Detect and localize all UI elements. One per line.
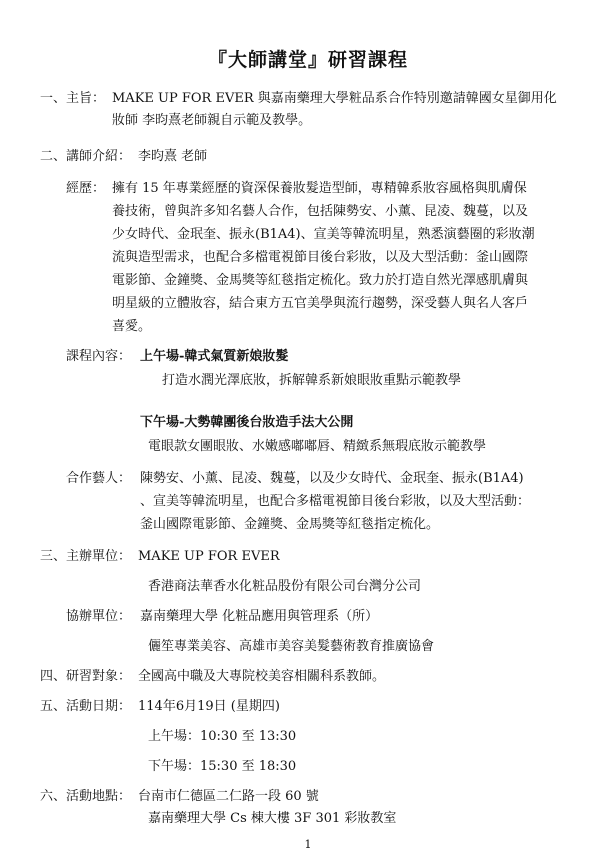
event-room: 嘉南藥理大學 Cs 棟大樓 3F 301 彩妝教室 (148, 811, 397, 826)
lecturer-name: 李昀熹 老師 (138, 149, 208, 164)
artists-line: 、宣美等韓流明星，也配合多檔電視節目後台彩妝，以及大型活動： (140, 494, 531, 509)
resume-line: 流與造型需求，也配合多檔電視節目後台彩妝，以及大型活動：釜山國際 (112, 250, 529, 265)
afternoon-time: 下午場：15:30 至 18:30 (148, 759, 297, 774)
sec6-label: 六、活動地點： (40, 789, 132, 804)
co-organizer-1: 嘉南藥理大學 化粧品應用與管理系（所） (140, 609, 379, 624)
morning-session-title: 上午場-韓式氣質新娘妝髮 (140, 349, 289, 364)
sec4-label: 四、研習對象： (40, 669, 132, 684)
artists-label: 合作藝人： (66, 471, 132, 486)
morning-session-desc: 打造水潤光澤底妝，拆解韓系新娘眼妝重點示範教學 (162, 373, 462, 388)
audience: 全國高中職及大專院校美容相關科系教師。 (138, 669, 386, 684)
page-title: 『大師講堂』研習課程 (207, 49, 408, 71)
sec3-label: 三、主辦單位： (40, 549, 132, 564)
event-date: 114年6月19日 (星期四) (138, 699, 280, 714)
sec5-label: 五、活動日期： (40, 699, 132, 714)
resume-line: 養技術，曾與許多知名藝人合作，包括陳勢安、小薰、昆凌、魏蔓，以及 (112, 204, 529, 219)
organizer-company: 香港商法華香水化粧品股份有限公司台灣分公司 (148, 579, 422, 594)
resume-line: 喜愛。 (112, 319, 152, 334)
morning-time: 上午場：10:30 至 13:30 (148, 729, 297, 744)
resume-label: 經歷： (66, 181, 106, 196)
resume-line: 明星級的立體妝容，結合東方五官美學與流行趨勢，深受藝人與名人客戶 (112, 296, 529, 311)
sec1-line1: MAKE UP FOR EVER 與嘉南藥理大學粧品系合作特別邀請韓國女星御用化 (112, 91, 557, 106)
organizer: MAKE UP FOR EVER (138, 549, 280, 564)
course-label: 課程內容： (66, 349, 132, 364)
sec1-label: 一、主旨： (40, 91, 106, 106)
artists-line: 陳勢安、小薰、昆凌、魏蔓，以及少女時代、金珉奎、振永(B1A4) (140, 471, 524, 486)
resume-line: 少女時代、金珉奎、振永(B1A4)、宣美等韓流明星，熟悉演藝圈的彩妝潮 (112, 227, 535, 242)
co-organizer-2: 儷笙專業美容、高雄市美容美髮藝術教育推廣協會 (148, 639, 435, 654)
sec2-label: 二、講師介紹： (40, 149, 132, 164)
afternoon-session-desc: 電眼款女團眼妝、水嫩感嘟嘟唇、精緻系無瑕底妝示範教學 (148, 439, 487, 454)
resume-line: 電影節、金鐘獎、金馬獎等紅毯指定梳化。致力於打造自然光澤感肌膚與 (112, 273, 529, 288)
page-number: 1 (304, 838, 312, 851)
event-address: 台南市仁德區二仁路一段 60 號 (138, 789, 319, 804)
sec1-line2: 妝師 李昀熹老師親自示範及教學。 (112, 113, 312, 128)
co-organizer-label: 協辦單位： (66, 609, 132, 624)
artists-line: 釜山國際電影節、金鐘獎、金馬獎等紅毯指定梳化。 (140, 517, 440, 532)
resume-line: 擁有 15 年專業經歷的資深保養妝髮造型師，專精韓系妝容風格與肌膚保 (112, 181, 527, 196)
afternoon-session-title: 下午場-大勢韓團後台妝造手法大公開 (140, 415, 354, 430)
